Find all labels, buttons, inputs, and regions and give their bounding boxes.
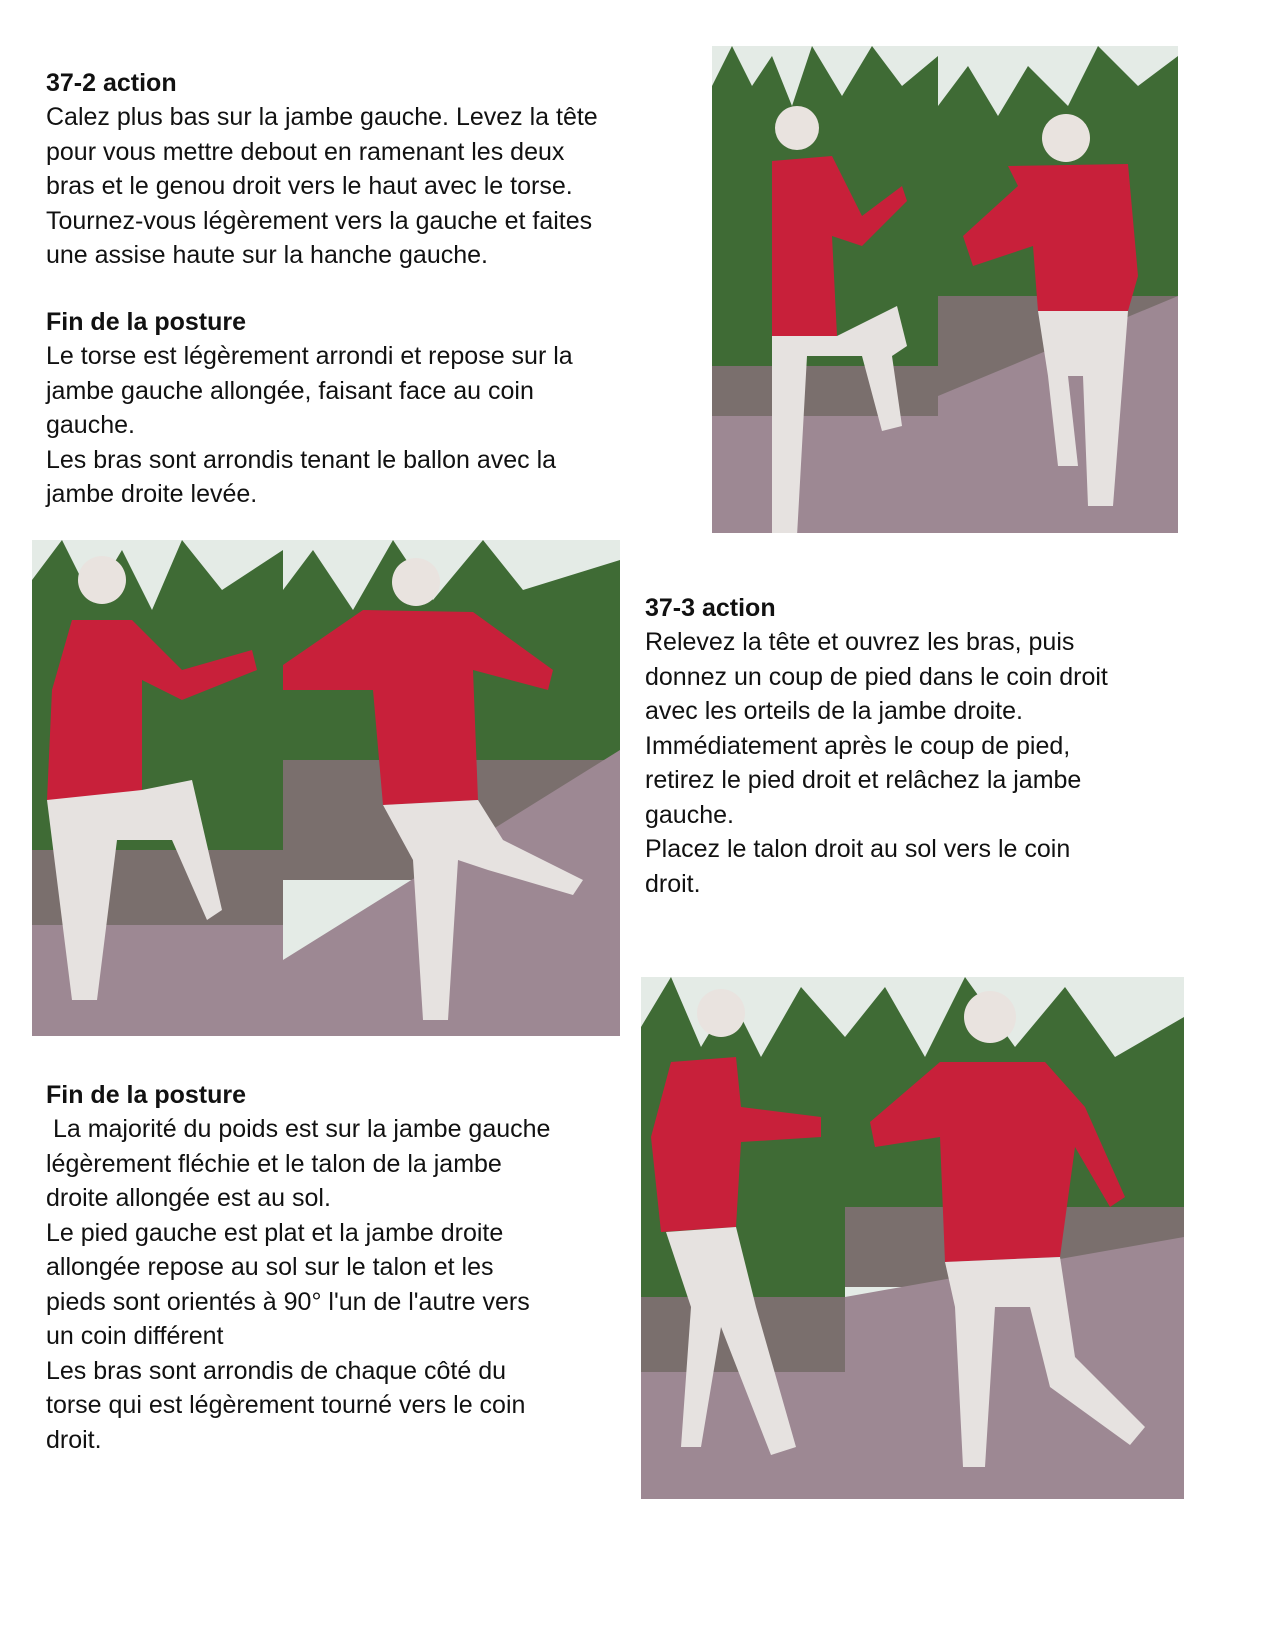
section-37-3-action [645, 591, 1245, 901]
text-line: pieds sont orientés à 90° l'un de l'autre vers [46, 1287, 530, 1316]
text-line: gauche. [645, 800, 734, 829]
section-title: 37-2 action [46, 69, 177, 97]
text-line: Relevez la tête et ouvrez les bras, puis [645, 628, 1075, 656]
figure-illustration [283, 540, 620, 1036]
photo-37-3-side [641, 977, 845, 1499]
text-line: pour vous mettre debout en ramenant les deux [46, 137, 565, 166]
text-line: Le pied gauche est plat et la jambe droite [46, 1218, 504, 1247]
section-37-2-action [46, 66, 686, 273]
text-line: avec les orteils de la jambe droite. [645, 697, 1023, 725]
text-line: Les bras sont arrondis de chaque côté du [46, 1356, 507, 1385]
text-line: droite allongée est au sol. [46, 1184, 331, 1212]
text-line: légèrement fléchie et le talon de la jambe [46, 1149, 502, 1178]
section-title: Fin de la posture [46, 1081, 247, 1109]
photo-37-3-back [845, 977, 1184, 1499]
text-line: jambe droite levée. [46, 480, 258, 508]
photo-pair-37-2-end [32, 540, 620, 1036]
section-title: Fin de la posture [46, 308, 247, 336]
text-line: torse qui est légèrement tourné vers le coin [46, 1391, 526, 1419]
text-line: Tournez-vous légèrement vers la gauche et faites [46, 206, 593, 235]
photo-37-2-end-side [32, 540, 283, 1036]
figure-illustration [845, 977, 1184, 1499]
text-line: retirez le pied droit et relâchez la jambe [645, 766, 1082, 794]
text-line: bras et le genou droit vers le haut avec le torse. [46, 172, 573, 200]
text-line: La majorité du poids est sur la jambe gauche [46, 1115, 551, 1143]
text-line: Calez plus bas sur la jambe gauche. Levez la tête [46, 103, 598, 131]
text-line: donnez un coup de pied dans le coin droit [645, 662, 1108, 691]
photo-pair-37-3 [641, 977, 1184, 1499]
figure-illustration [938, 46, 1178, 533]
text-line: allongée repose au sol sur le talon et les [46, 1253, 494, 1281]
text-line: droit. [46, 1425, 102, 1454]
text-line: gauche. [46, 411, 135, 439]
figure-illustration [641, 977, 845, 1499]
text-line: Le torse est légèrement arrondi et repose sur la [46, 342, 573, 370]
section-fin-posture-1 [46, 305, 686, 512]
section-title: 37-3 action [645, 594, 776, 622]
photo-37-2-side [712, 46, 938, 533]
photo-37-2-back [938, 46, 1178, 533]
text-line: jambe gauche allongée, faisant face au coin [46, 376, 534, 405]
photo-37-2-end-back [283, 540, 620, 1036]
text-line: un coin différent [46, 1322, 224, 1350]
figure-illustration [712, 46, 938, 533]
photo-pair-37-2 [712, 46, 1178, 533]
text-line: Immédiatement après le coup de pied, [645, 731, 1071, 760]
text-line: droit. [645, 869, 701, 898]
figure-illustration [32, 540, 283, 1036]
text-line: Placez le talon droit au sol vers le coin [645, 835, 1071, 863]
section-fin-posture-2 [46, 1078, 626, 1457]
text-line: une assise haute sur la hanche gauche. [46, 241, 488, 269]
text-line: Les bras sont arrondis tenant le ballon avec la [46, 445, 557, 474]
